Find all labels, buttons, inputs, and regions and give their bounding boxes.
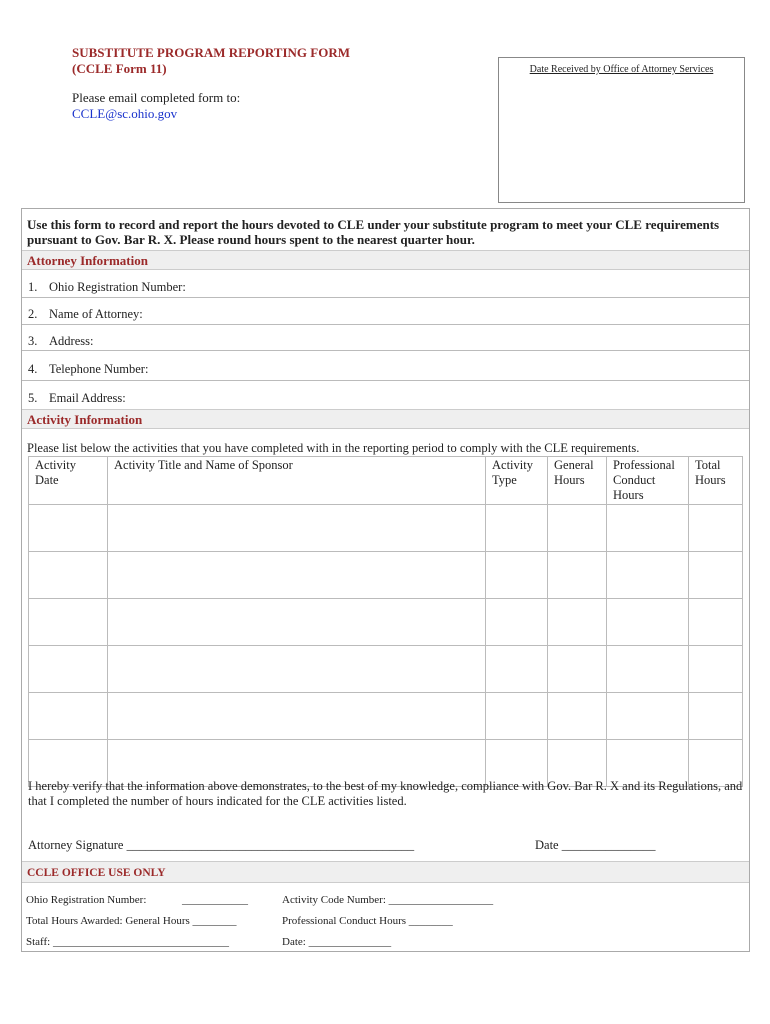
col-general-hours: General Hours <box>548 457 607 505</box>
table-cell[interactable] <box>486 505 548 552</box>
field-registration-number[interactable] <box>22 271 749 298</box>
table-row <box>29 599 743 646</box>
signature-date-line[interactable]: Date _______________ <box>535 838 656 852</box>
table-row <box>29 505 743 552</box>
office-use-heading: CCLE OFFICE USE ONLY <box>22 861 749 883</box>
field-number: 3. <box>28 334 38 348</box>
table-cell[interactable] <box>548 693 607 740</box>
table-cell[interactable] <box>108 552 486 599</box>
table-cell[interactable] <box>689 552 743 599</box>
field-label: Address: <box>49 334 94 348</box>
field-attorney-name[interactable] <box>22 298 749 325</box>
col-professional-conduct-hours: Professional Conduct Hours <box>607 457 689 505</box>
field-email[interactable] <box>22 381 749 409</box>
table-row <box>29 693 743 740</box>
field-label: Telephone Number: <box>49 362 149 376</box>
table-cell[interactable] <box>607 693 689 740</box>
table-cell[interactable] <box>548 646 607 693</box>
table-cell[interactable] <box>29 693 108 740</box>
office-general-hours-field[interactable]: Total Hours Awarded: General Hours ________ <box>26 915 237 927</box>
table-cell[interactable] <box>689 599 743 646</box>
table-cell[interactable] <box>29 646 108 693</box>
table-cell[interactable] <box>486 646 548 693</box>
office-registration-field[interactable]: ____________ <box>182 894 248 906</box>
field-number: 1. <box>28 280 38 294</box>
form-title-line1: SUBSTITUTE PROGRAM REPORTING FORM <box>72 45 350 60</box>
table-cell[interactable] <box>29 599 108 646</box>
field-number: 4. <box>28 362 38 376</box>
table-cell[interactable] <box>548 505 607 552</box>
field-label: Name of Attorney: <box>49 307 143 321</box>
col-activity-date: Activity Date <box>29 457 108 505</box>
field-number: 2. <box>28 307 38 321</box>
col-activity-type: Activity Type <box>486 457 548 505</box>
field-label: Ohio Registration Number: <box>49 280 186 294</box>
table-cell[interactable] <box>486 693 548 740</box>
table-cell[interactable] <box>108 693 486 740</box>
field-number: 5. <box>28 391 38 405</box>
table-cell[interactable] <box>29 505 108 552</box>
table-cell[interactable] <box>689 505 743 552</box>
table-cell[interactable] <box>486 552 548 599</box>
table-cell[interactable] <box>607 552 689 599</box>
table-cell[interactable] <box>607 599 689 646</box>
field-label: Email Address: <box>49 391 126 405</box>
table-cell[interactable] <box>689 693 743 740</box>
intro-text: Use this form to record and report the hours devoted to CLE under your substitute program to meet your CLE requirements pursuant to Gov. Bar R. X. Please round hours spent to the nearest quarter hour. <box>27 217 720 247</box>
table-row <box>29 646 743 693</box>
office-staff-field[interactable]: Staff: ________________________________ <box>26 936 229 948</box>
form-title-line2: (CCLE Form 11) <box>72 61 167 76</box>
table-cell[interactable] <box>108 646 486 693</box>
attorney-info-heading: Attorney Information <box>22 250 749 270</box>
table-cell[interactable] <box>607 646 689 693</box>
table-cell[interactable] <box>486 599 548 646</box>
office-registration-label: Ohio Registration Number: <box>26 894 147 906</box>
table-cell[interactable] <box>548 599 607 646</box>
table-cell[interactable] <box>607 505 689 552</box>
email-instructions <box>72 90 240 122</box>
email-note: Please email completed form to: <box>72 90 241 105</box>
table-cell[interactable] <box>29 552 108 599</box>
activity-table <box>28 456 743 787</box>
table-cell[interactable] <box>689 646 743 693</box>
office-date-field[interactable]: Date: _______________ <box>282 936 392 948</box>
table-row <box>29 552 743 599</box>
office-professional-hours-field[interactable]: Professional Conduct Hours ________ <box>282 915 453 927</box>
table-cell[interactable] <box>108 505 486 552</box>
form-body <box>21 208 750 952</box>
form-title <box>72 45 350 77</box>
table-cell[interactable] <box>548 552 607 599</box>
col-total-hours: Total Hours <box>689 457 743 505</box>
table-cell[interactable] <box>108 599 486 646</box>
activity-info-heading: Activity Information <box>22 409 749 429</box>
activity-table-header <box>29 457 743 505</box>
col-activity-title: Activity Title and Name of Sponsor <box>108 457 486 505</box>
verification-statement: I hereby verify that the information above demonstrates, to the best of my knowledge, compliance with Gov. Bar R. X and its Regulations, and that I completed the number of hours indicated for the CLE activities listed. <box>28 779 743 808</box>
date-received-box <box>498 57 745 203</box>
date-received-label: Date Received by Office of Attorney Services <box>529 64 714 75</box>
field-telephone[interactable] <box>22 351 749 381</box>
field-address[interactable] <box>22 325 749 351</box>
attorney-signature-line[interactable]: Attorney Signature ______________________________________________ <box>28 838 415 852</box>
activity-list-note: Please list below the activities that you have completed with in the reporting period to comply with the CLE requirements. <box>27 441 640 455</box>
email-link[interactable]: CCLE@sc.ohio.gov <box>72 106 178 121</box>
office-activity-code-field[interactable]: Activity Code Number: ___________________ <box>282 894 494 906</box>
